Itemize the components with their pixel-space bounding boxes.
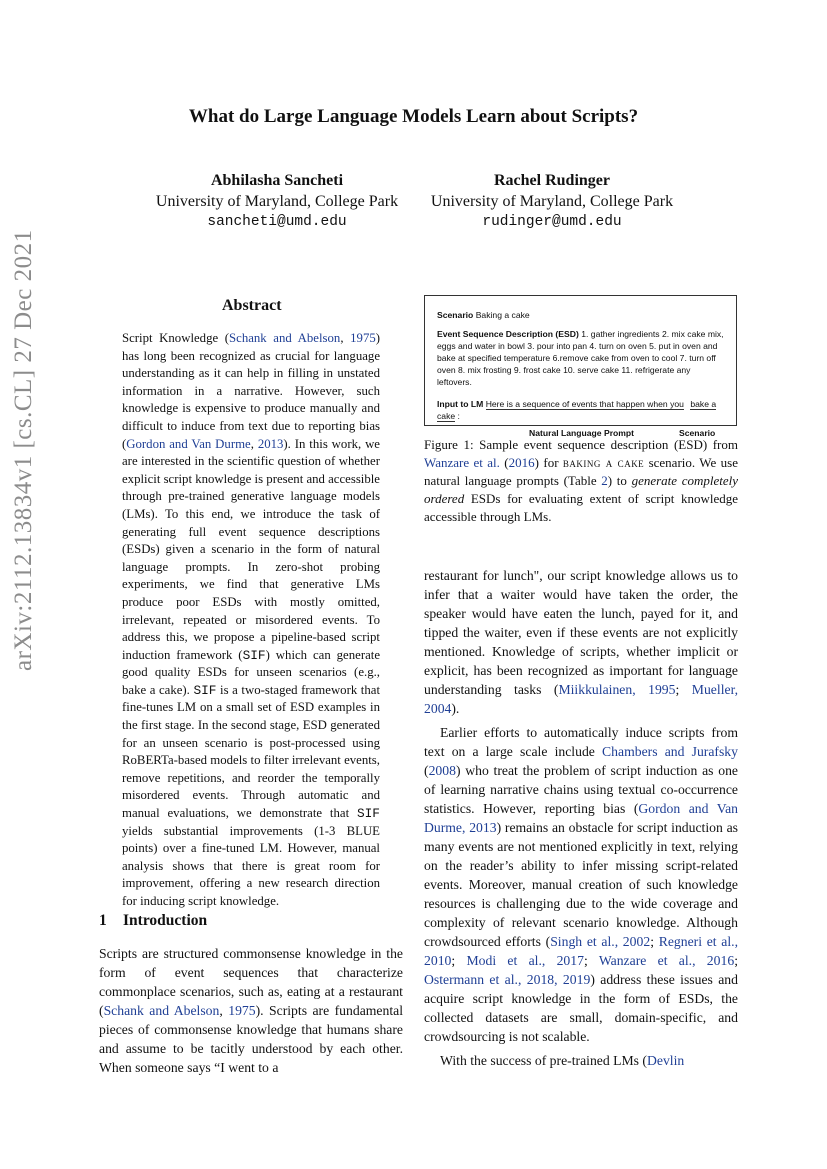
arxiv-identifier: arXiv:2112.13834v1 [cs.CL] 27 Dec 2021 <box>10 229 37 671</box>
caption-text-1: Sample event sequence description (ESD) from <box>479 437 738 452</box>
section-number: 1 <box>99 912 107 929</box>
citation-chambers-year[interactable]: 2008 <box>428 763 456 778</box>
author-1-affiliation: University of Maryland, College Park <box>155 193 399 210</box>
paper-title: What do Large Language Models Learn about Scripts? <box>188 106 639 127</box>
citation-wanzare-2016[interactable]: Wanzare et al., 2016 <box>598 953 735 968</box>
citation-year-1975-b[interactable]: 1975 <box>228 1003 256 1018</box>
author-2-affiliation: University of Maryland, College Park <box>430 193 674 210</box>
caption-text-4: ) to <box>607 473 627 488</box>
caption-label: Figure 1: <box>424 437 474 452</box>
figure-1-caption: Figure 1: Sample event sequence description (ESD) from Wanzare et al. (2016) for baking a cake scenario. We use natural language prompts (Table 2) to generate completely ordered ESDs for evaluating extent of script knowledge accessible through LMs. <box>424 437 739 524</box>
esd-text: 1. gather ingredients 2. mix cake mix, eggs and water in bowl 3. pour into pan 4. turn on oven 5. put in oven and bake at specified temperature 6.remove cake from oven to cool 7. turn off oven 8. mix frosting 9. frost cake 10. serve cake 11. refrigerate any leftovers. <box>437 329 724 387</box>
caption-text-3: scenario. We use natural language prompts (Table <box>424 455 738 488</box>
citation-wanzare[interactable]: Wanzare et al. <box>424 455 500 470</box>
author-2-name: Rachel Rudinger <box>494 172 610 189</box>
author-2-email[interactable]: rudinger@umd.edu <box>482 214 622 230</box>
lm-input-line <box>437 398 724 422</box>
author-2 <box>424 170 680 233</box>
input-to-lm-label: Input to LM <box>437 399 484 409</box>
citation-singh[interactable]: Singh et al., 2002 <box>550 934 651 949</box>
caption-text-2: for <box>543 455 559 470</box>
abstract-heading: Abstract <box>222 297 282 314</box>
prompt-text: Here is a sequence of events that happen when you <box>485 399 684 409</box>
abstract-text: Script Knowledge (Schank and Abelson, 1975) has long been recognized as crucial for language understanding as it can help in filling in unstated information in a narrative. However, such knowledge is expensive to produce manually and difficult to induce from text due to reporting bias (Gordon and Van Durme, 2013). In this work, we are interested in the scientific question of whether explicit script knowledge is present and accessible through pre-trained generative language models (LMs). To this end, we introduce the task of generating full event sequence descriptions (ESDs) given a scenario in the form of natural language prompts. In zero-shot probing experiments, we find that generative LMs produce poor ESDs with mostly omitted, irrelevant, repeated or misordered events. To address this, we propose a pipeline-based script induction framework (SIF) which can generate good quality ESDs for unseen scenarios (e.g., bake a cake). SIF is a two-staged framework that fine-tunes LM on a small set of ESD examples in the first stage. In the second stage, ESD generated for an unseen scenario is post-processed using RoBERTa-based models to filter irrelevant events, remove repetitions, and reorder the temporally misordered events. Through automatic and manual evaluations, we demonstrate that SIF yields substantial improvements (1-3 BLUE points) over a fine-tuned LM. However, manual analysis shows that there is great room for improvement, offering a new research direction for inducing script knowledge. <box>122 331 380 908</box>
citation-modi[interactable]: Modi et al., 2017 <box>466 953 584 968</box>
citation-gordon-2013-b[interactable]: Gordon and Van Durme, 2013 <box>424 801 738 835</box>
citation-mueller[interactable]: Mueller, 2004 <box>424 682 738 716</box>
author-1 <box>150 170 404 233</box>
scenario-tag-label: Scenario <box>679 428 716 438</box>
caption-scenario: baking a cake <box>562 455 645 470</box>
citation-miikkulainen[interactable]: Miikkulainen, 1995 <box>558 682 676 697</box>
scenario-value: Baking a cake <box>475 310 530 320</box>
section-heading-introduction <box>99 912 207 930</box>
colon: : <box>457 411 460 421</box>
esd-label: Event Sequence Description (ESD) <box>437 329 579 339</box>
citation-ostermann[interactable]: Ostermann et al., 2018, 2019 <box>424 972 591 987</box>
caption-italic: generate completely ordered <box>424 473 739 506</box>
citation-year-2013[interactable]: 2013 <box>257 436 284 451</box>
citation-chambers[interactable]: Chambers and Jurafsky <box>602 744 738 759</box>
section-title: Introduction <box>123 912 208 929</box>
author-1-name: Abhilasha Sancheti <box>210 172 344 189</box>
introduction-text-left: Scripts are structured commonsense knowledge in the form of event sequences that characterize commonplace scenarios, such as, eating at a restaurant (Schank and Abelson, 1975). Scripts are fundamental pieces of commonsense knowledge that humans share and assume to be tacitly understood by each other. When someone says “I went to a <box>99 946 404 1075</box>
citation-gordon-2013[interactable]: Gordon and Van Durme <box>126 436 251 451</box>
citation-devlin[interactable]: Devlin <box>646 1053 685 1068</box>
citation-schank-1975[interactable]: Schank and Abelson <box>229 331 341 345</box>
caption-text-5: ESDs for evaluating extent of script knowledge accessible through LMs. <box>424 491 739 524</box>
scenario-text: bake a cake <box>437 399 717 421</box>
author-1-email[interactable]: sancheti@umd.edu <box>207 214 347 230</box>
citation-schank-1975-b[interactable]: Schank and Abelson <box>103 1003 220 1018</box>
citation-year-1975[interactable]: 1975 <box>350 331 376 345</box>
citation-wanzare-year[interactable]: 2016 <box>508 455 535 470</box>
table-2-ref[interactable]: 2 <box>601 473 608 488</box>
scenario-label: Scenario <box>437 310 474 320</box>
introduction-text-right: restaurant for lunch", our script knowledge allows us to infer that a waiter would have taken the order, the speaker would have eaten the lunch, payed for it, and tipped the waiter, even if these events are not explicitly mentioned. Knowledge of scripts, whether implicit or explicit, has been recognized as important for language understanding tasks (Miikkulainen, 1995; Mueller, 2004). Earlier efforts to automatically induce scripts from text on a large scale include Chambers and Jurafsky (2008) who treat the problem of script induction as one of learning narrative chains using textual co-occurrence statistics. However, reporting bias (Gordon and Van Durme, 2013) remains an obstacle for script induction as many events are not mentioned explicitly in text, relying on the reader’s ability to infer missing script-related events. Moreover, manual creation of such knowledge resources is challenging due to the wide coverage and complexity of relevant scenario knowledge. Although crowdsourced efforts (Singh et al., 2002; Regneri et al., 2010; Modi et al., 2017; Wanzare et al., 2016; Ostermann et al., 2018, 2019) address these issues and acquire script knowledge in the form of ESDs, the collected datasets are small, domain-specific, and crowdsourcing is not scalable. With the success of pre-trained LMs (Devlin <box>424 568 739 1068</box>
figure-1-box <box>424 295 737 438</box>
natural-language-prompt-label: Natural Language Prompt <box>529 428 635 438</box>
citation-regneri[interactable]: Regneri et al., 2010 <box>424 934 738 968</box>
